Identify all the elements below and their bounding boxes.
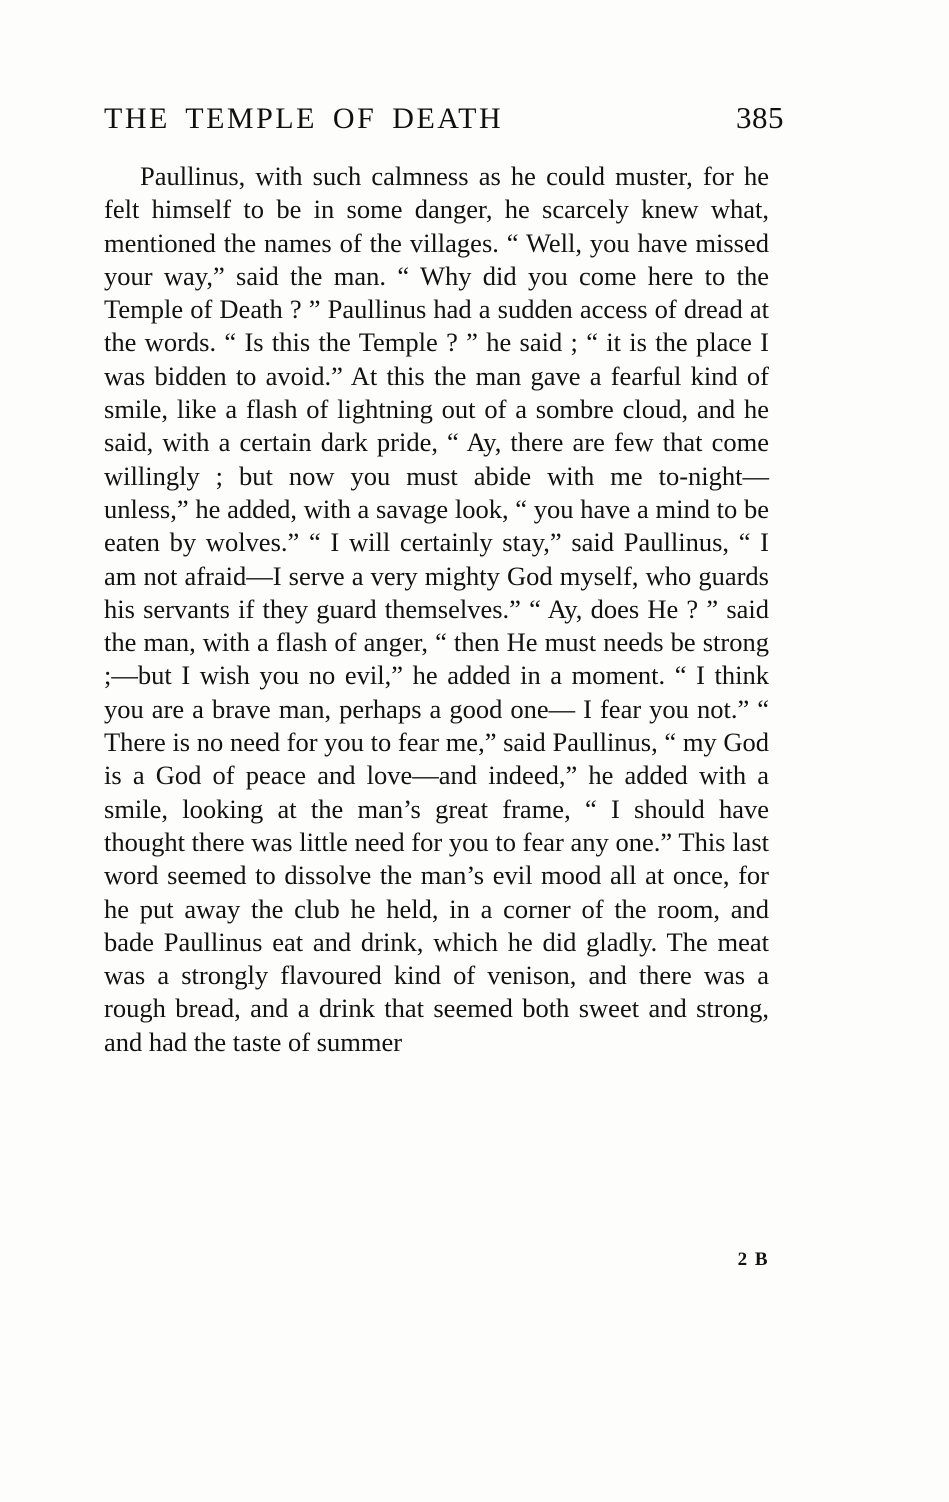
running-head — [104, 100, 784, 136]
body-paragraph — [104, 160, 769, 1059]
page-number: 385 — [736, 100, 784, 135]
paragraph-text: Paullinus, with such calmness as he could muster, for he felt himself to be in some danger, he scarcely knew what, mentioned the names of the villages. “ Well, you have missed your way,” said the man. “ Why did you come here to the Temple of Death ? ” Paullinus had a sudden access of dread at the words. “ Is this the Temple ? ” he said ; “ it is the place I was bidden to avoid.” At this the man gave a fearful kind of smile, like a flash of lightning out of a sombre cloud, and he said, with a certain dark pride, “ Ay, there are few that come willingly ; but now you must abide with me to-night—unless,” he added, with a savage look, “ you have a mind to be eaten by wolves.” “ I will certainly stay,” said Paullinus, “ I am not afraid—I serve a very mighty God myself, who guards his servants if they guard themselves.” “ Ay, does He ? ” said the man, with a flash of anger, “ then He must needs be strong ;—but I wish you no evil,” he added in a moment. “ I think you are a brave man, perhaps a good one— I fear you not.” “ There is no need for you to fear me,” said Paullinus, “ my God is a God of peace and love—and indeed,” he added with a smile, looking at the man’s great frame, “ I should have thought there was little need for you to fear any one.” This last word seemed to dissolve the man’s evil mood all at once, for he put away the club he held, in a corner of the room, and bade Paullinus eat and drink, which he did gladly. The meat was a strongly flavoured kind of venison, and there was a rough bread, and a drink that seemed both sweet and strong, and had the taste of summer — [104, 161, 769, 1057]
signature-mark: 2 B — [737, 1249, 769, 1270]
page-title: THE TEMPLE OF DEATH — [104, 102, 504, 135]
